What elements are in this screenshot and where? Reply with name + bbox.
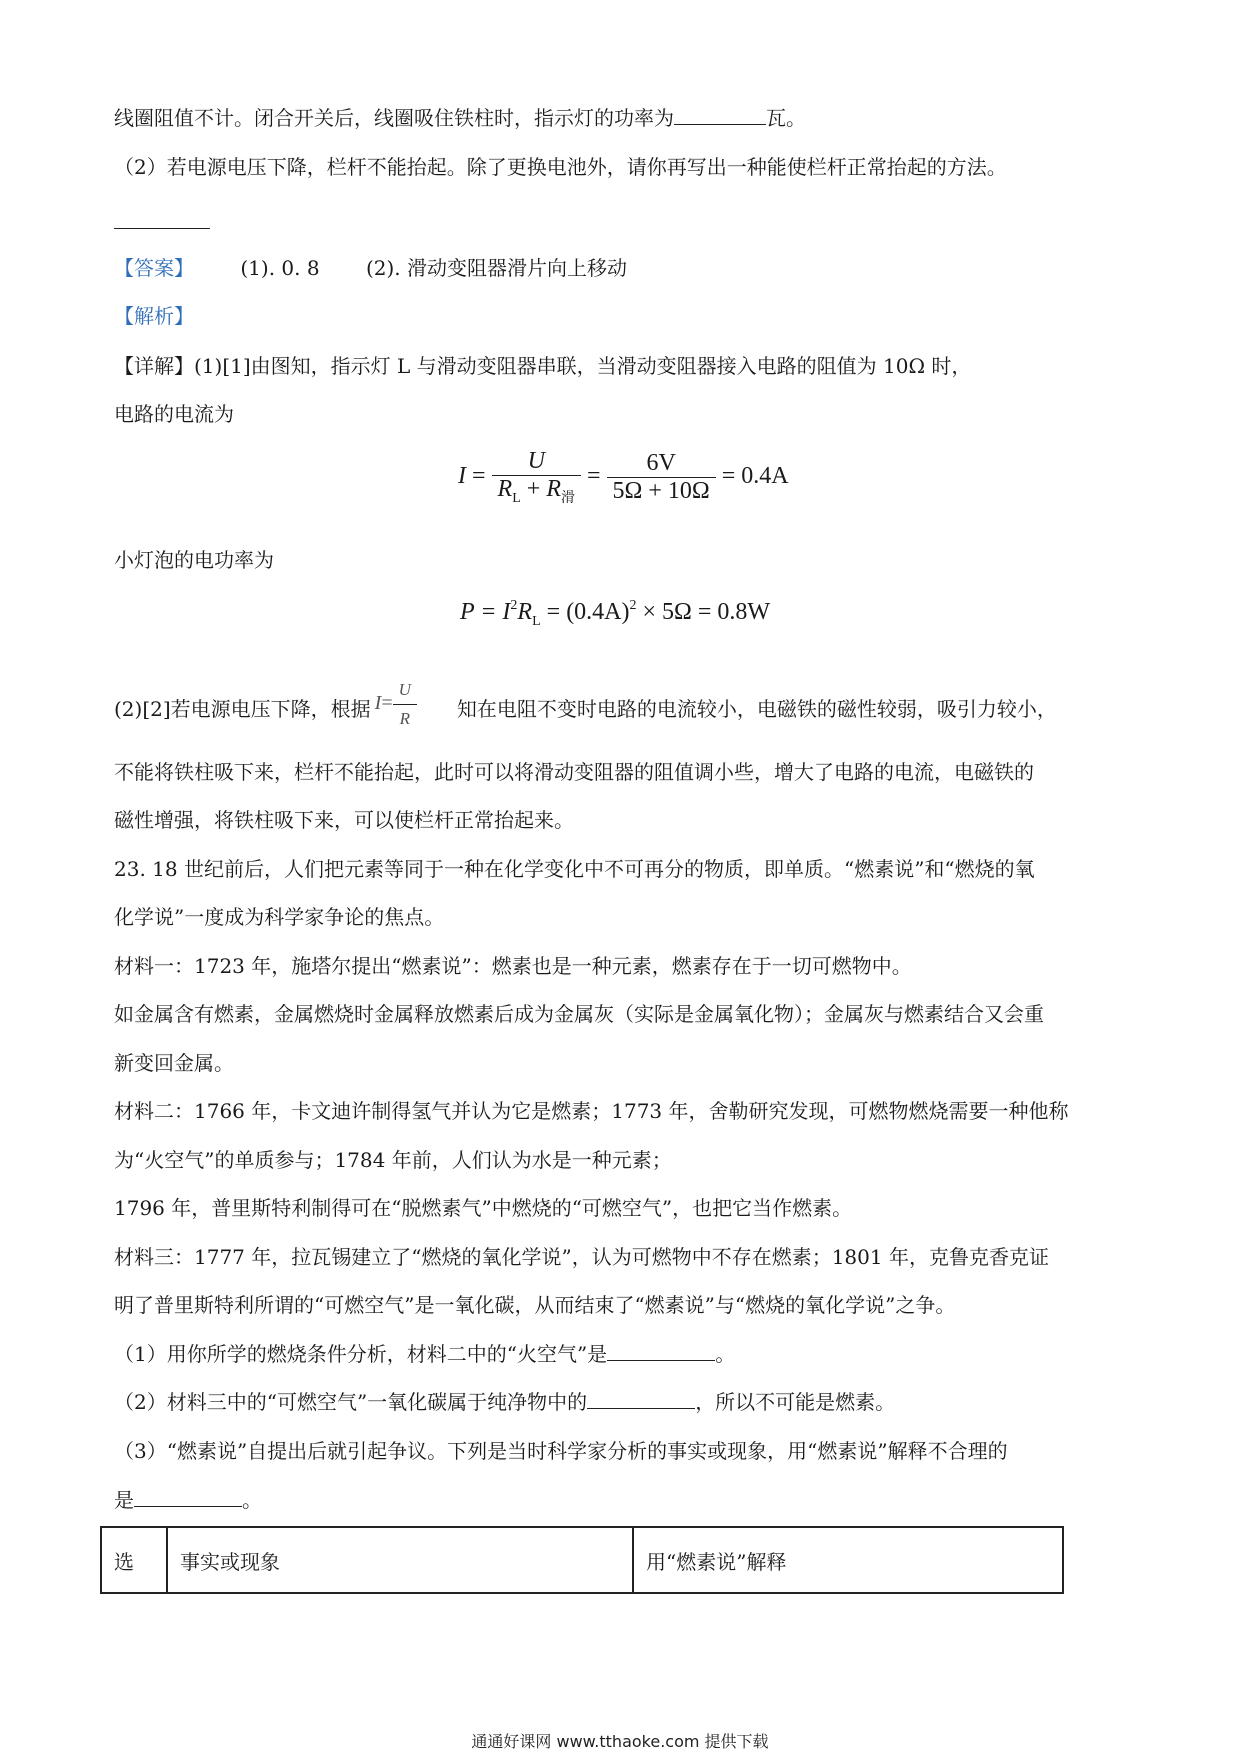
unit-text: 瓦。: [766, 106, 806, 130]
options-table: [100, 1526, 1064, 1594]
power-equation: [460, 598, 770, 630]
frac-denominator: [492, 476, 581, 507]
col-fact: 事实或现象: [167, 1527, 633, 1593]
col-option: 选: [101, 1527, 167, 1593]
frac2-denominator: 5Ω + 10Ω: [612, 478, 710, 504]
eq-result: = 0.4A: [721, 463, 789, 490]
q23-line-1: 23. 18 世纪前后，人们把元素等同于一种在化学变化中不可再分的物质，即单质。“燃素说”和“燃烧的氧: [114, 857, 1035, 881]
sub-l: L: [512, 491, 521, 506]
part2-post: 知在电阻不变时电路的电流较小，电磁铁的磁性较弱，吸引力较小，: [456, 697, 1057, 721]
material-2c: 1796 年，普里斯特利制得可在“脱燃素气”中燃烧的“可燃空气”，也把它当作燃素。: [114, 1196, 853, 1220]
sup-2b: 2: [629, 598, 637, 613]
para-line-3: 不能将铁柱吸下来，栏杆不能抬起，此时可以将滑动变阻器的阻值调小些，增大了电路的电流，电磁铁的: [114, 760, 1034, 784]
frac2-numerator: 6V: [607, 450, 716, 478]
sup-2: 2: [510, 598, 518, 613]
material-2: 材料二：1766 年，卡文迪许制得氢气并认为它是燃素；1773 年，舍勒研究发现，可燃物燃烧需要一种他称: [114, 1099, 1069, 1123]
eq-sign-2: =: [587, 463, 601, 490]
subq-1-text: （1）用你所学的燃烧条件分析，材料二中的“火空气”是: [114, 1342, 608, 1366]
table-header-row: [101, 1527, 1063, 1593]
eq-symbol-i: I: [458, 463, 466, 490]
part2-line: [114, 682, 1057, 739]
answer-blank-2: [114, 228, 210, 229]
subq-1-end: 。: [715, 1342, 736, 1366]
if-frac: [393, 676, 417, 733]
current-equation: [458, 448, 789, 507]
para-line-4: 磁性增强，将铁柱吸下来，可以使栏杆正常抬起来。: [114, 808, 574, 832]
r-symbol-2: R: [546, 476, 561, 502]
subq-2-end: ，所以不可能是燃素。: [695, 1390, 896, 1414]
subq-2-text: （2）材料三中的“可燃空气”一氧化碳属于纯净物中的: [114, 1390, 588, 1414]
question-line-1: [114, 104, 806, 132]
subq-2: [114, 1388, 895, 1416]
inline-formula: [375, 676, 417, 733]
if-r: R: [399, 709, 410, 728]
subq-3: （3）“燃素说”自提出后就引起争议。下列是当时科学家分析的事实或现象，用“燃素说”解释不合理的: [114, 1439, 1008, 1463]
frac-numerator: U: [492, 448, 581, 476]
if-eq: =: [381, 692, 393, 715]
material-1: 材料一：1723 年，施塔尔提出“燃素说”：燃素也是一种元素，燃素存在于一切可燃物中。: [114, 954, 912, 978]
answer-2: (2). 滑动变阻器滑片向上移动: [365, 256, 627, 280]
p-expr: P = I: [460, 599, 511, 625]
eq-sign: =: [472, 463, 486, 490]
material-2b: 为“火空气”的单质参与；1784 年前，人们认为水是一种元素；: [114, 1148, 672, 1172]
question-line-2: （2）若电源电压下降，栏杆不能抬起。除了更换电池外，请你再写出一种能使栏杆正常抬起的方法。: [114, 155, 1007, 179]
part2-pre: (2)[2]若电源电压下降，根据: [114, 697, 371, 721]
page-footer: 通通好课网 www.tthaoke.com 提供下载: [471, 1732, 769, 1751]
subq-3b: [114, 1486, 262, 1514]
fraction-1: [492, 448, 581, 507]
material-3b: 明了普里斯特利所谓的“可燃空气”是一氧化碳，从而结束了“燃素说”与“燃烧的氧化学说”之争。: [114, 1293, 956, 1317]
if-u: U: [393, 676, 417, 705]
current-sq: = (0.4A): [540, 599, 630, 625]
power-intro: 小灯泡的电功率为: [114, 548, 274, 572]
subq-1-blank: [607, 1340, 715, 1361]
if-i: I: [374, 692, 382, 715]
subq-1: [114, 1340, 735, 1368]
subq-3b-text: 是: [114, 1488, 134, 1512]
material-1c: 新变回金属。: [114, 1051, 234, 1075]
subq-3-blank: [134, 1486, 242, 1507]
r-symbol: R: [497, 476, 513, 502]
current-intro: 电路的电流为: [114, 402, 234, 426]
analysis-tag: 【解析】: [114, 304, 194, 328]
col-explanation: 用“燃素说”解释: [633, 1527, 1063, 1593]
subq-3b-end: 。: [242, 1488, 262, 1512]
q22-text: 线圈阻值不计。闭合开关后，线圈吸住铁柱时，指示灯的功率为: [114, 106, 674, 130]
detail-line: 【详解】(1)[1]由图知，指示灯 L 与滑动变阻器串联，当滑动变阻器接入电路的阻值为 10Ω 时，: [114, 354, 972, 378]
sub-l-2: L: [532, 614, 541, 629]
answer-1: (1). 0. 8: [240, 256, 320, 280]
fraction-2: [607, 450, 716, 505]
answer-blank: [674, 104, 766, 125]
answer-line: [114, 254, 627, 282]
sub-hua: 滑: [561, 491, 575, 506]
q23-line-2: 化学说”一度成为科学家争论的焦点。: [114, 905, 445, 929]
material-3: 材料三：1777 年，拉瓦锡建立了“燃烧的氧化学说”，认为可燃物中不存在燃素；1801 年，克鲁克香克证: [114, 1245, 1049, 1269]
r-expr: R: [517, 599, 533, 625]
subq-2-blank: [587, 1388, 695, 1409]
plus-sign: +: [520, 476, 547, 502]
answer-tag: 【答案】: [114, 256, 194, 280]
material-1b: 如金属含有燃素，金属燃烧时金属释放燃素后成为金属灰（实际是金属氧化物）；金属灰与燃素结合又会重: [114, 1002, 1044, 1026]
power-result: × 5Ω = 0.8W: [636, 599, 771, 625]
